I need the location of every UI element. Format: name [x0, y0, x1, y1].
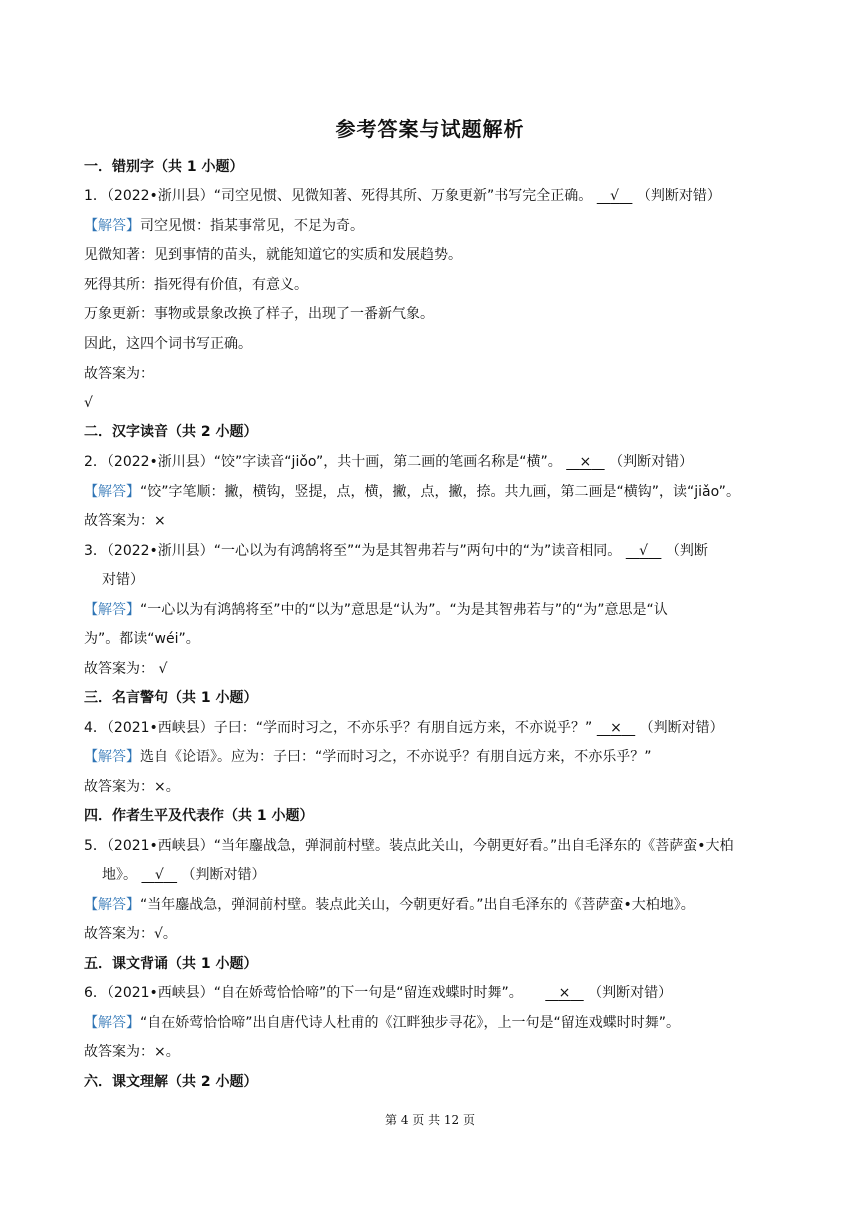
question-3-judge-cont: 对错） [102, 572, 144, 588]
question-6-stem: 6．（2021•西峡县）“自在娇莺恰恰啼”的下一句是“留连戏蝶时时舞”。 [84, 985, 523, 1001]
question-3-explain-text: “一心以为有鸿鹄将至”中的“以为”意思是“认为”。“为是其智弗若与”的“为”意思是“认 [140, 602, 668, 618]
section-heading-5: 五．课文背诵（共 1 小题） [84, 956, 258, 972]
question-5-explanation [84, 895, 784, 915]
question-2-stem: 2．（2022•浙川县）“饺”字读音“jiǒo”，共十画，第二画的笔画名称是“横”。 [84, 454, 562, 470]
question-5-stem-cont: 地》。 [102, 867, 137, 883]
question-6-explain-text: “自在娇莺恰恰啼”出自唐代诗人杜甫的《江畔独步寻花》，上一句是“留连戏蝶时时舞”。 [140, 1015, 681, 1031]
question-1-conclusion: 故答案为： [84, 366, 154, 382]
question-6 [84, 983, 784, 1003]
question-2 [84, 452, 784, 472]
question-6-answer: × [558, 985, 571, 1001]
section-heading-4: 四．作者生平及代表作（共 1 小题） [84, 808, 314, 824]
question-3-answer: √ [639, 543, 649, 559]
question-1-answer: √ [610, 188, 620, 204]
question-1-line: 见微知著：见到事情的苗头，就能知道它的实质和发展趋势。 [84, 247, 462, 263]
question-5-answer: √ [154, 867, 164, 883]
page-footer: 第 4 页 共 12 页 [385, 1113, 475, 1127]
page-title: 参考答案与试题解析 [335, 117, 525, 141]
question-1-line: 死得其所：指死得有价值，有意义。 [84, 277, 308, 293]
question-5-explain-text: “当年鏖战急，弹洞前村壁。装点此关山，今朝更好看。”出自毛泽东的《菩萨蛮•大柏地》。 [140, 897, 695, 913]
question-3-judge: （判断 [665, 543, 708, 559]
question-3-explain-cont: 为”。都读“wéi”。 [84, 631, 200, 647]
question-1 [84, 186, 784, 206]
question-4-answer: × [610, 720, 622, 736]
answer-tag: 【解答】 [84, 1015, 140, 1031]
question-1-line: 万象更新：事物或景象改换了样子，出现了一番新气象。 [84, 306, 434, 322]
question-4-explanation [84, 747, 784, 767]
question-6-conclusion: 故答案为：×。 [84, 1044, 180, 1060]
question-4-judge: （判断对错） [639, 720, 724, 736]
answer-tag: 【解答】 [84, 749, 140, 765]
section-heading-2: 二．汉字读音（共 2 小题） [84, 424, 258, 440]
question-3 [84, 541, 784, 561]
question-1-conclusion-mark: √ [84, 395, 93, 411]
question-5-cont [102, 865, 802, 885]
question-1-explanation [84, 216, 784, 236]
question-3-explanation [84, 600, 784, 620]
question-2-explain-text: “饺”字笔顺：撇，横钩，竖提，点，横，撇，点，撇，捺。共九画，第二画是“横钩”，读“jiǎo”。 [140, 484, 740, 500]
question-4-stem: 4．（2021•西峡县）子曰：“学而时习之，不亦乐乎？有朋自远方来，不亦说乎？” [84, 720, 593, 736]
answer-tag: 【解答】 [84, 602, 140, 618]
question-4-explain-text: 选自《论语》。应为：子曰：“学而时习之，不亦说乎？有朋自远方来，不亦乐乎？” [140, 749, 652, 765]
question-2-conclusion: 故答案为：× [84, 513, 166, 529]
question-1-judge: （判断对错） [636, 188, 721, 204]
question-5-conclusion: 故答案为：√。 [84, 926, 177, 942]
answer-tag: 【解答】 [84, 897, 140, 913]
answer-tag: 【解答】 [84, 218, 140, 234]
question-4-conclusion: 故答案为：×。 [84, 779, 180, 795]
question-1-line: 因此，这四个词书写正确。 [84, 336, 252, 352]
question-3-stem: 3．（2022•浙川县）“一心以为有鸿鹄将至”“为是其智弗若与”两句中的“为”读音相同。 [84, 543, 622, 559]
question-5 [84, 836, 784, 856]
section-heading-3: 三．名言警句（共 1 小题） [84, 690, 258, 706]
answer-tag: 【解答】 [84, 484, 140, 500]
question-2-answer: × [579, 454, 592, 470]
question-4 [84, 718, 784, 738]
question-1-stem: 1．（2022•浙川县）“司空见惯、见微知著、死得其所、万象更新”书写完全正确。 [84, 188, 593, 204]
section-heading-6: 六．课文理解（共 2 小题） [84, 1074, 258, 1090]
question-2-judge: （判断对错） [609, 454, 694, 470]
question-6-explanation [84, 1013, 784, 1033]
question-3-conclusion: 故答案为： √ [84, 661, 168, 677]
question-6-judge: （判断对错） [588, 985, 673, 1001]
question-5-stem: 5．（2021•西峡县）“当年鏖战急，弹洞前村壁。装点此关山，今朝更好看。”出自毛泽东的《菩萨蛮•大柏 [84, 838, 734, 854]
question-2-explanation [84, 482, 784, 502]
question-1-explain-text: 司空见惯：指某事常见，不足为奇。 [140, 218, 364, 234]
question-5-judge: （判断对错） [181, 867, 266, 883]
section-heading-1: 一．错别字（共 1 小题） [84, 159, 244, 175]
